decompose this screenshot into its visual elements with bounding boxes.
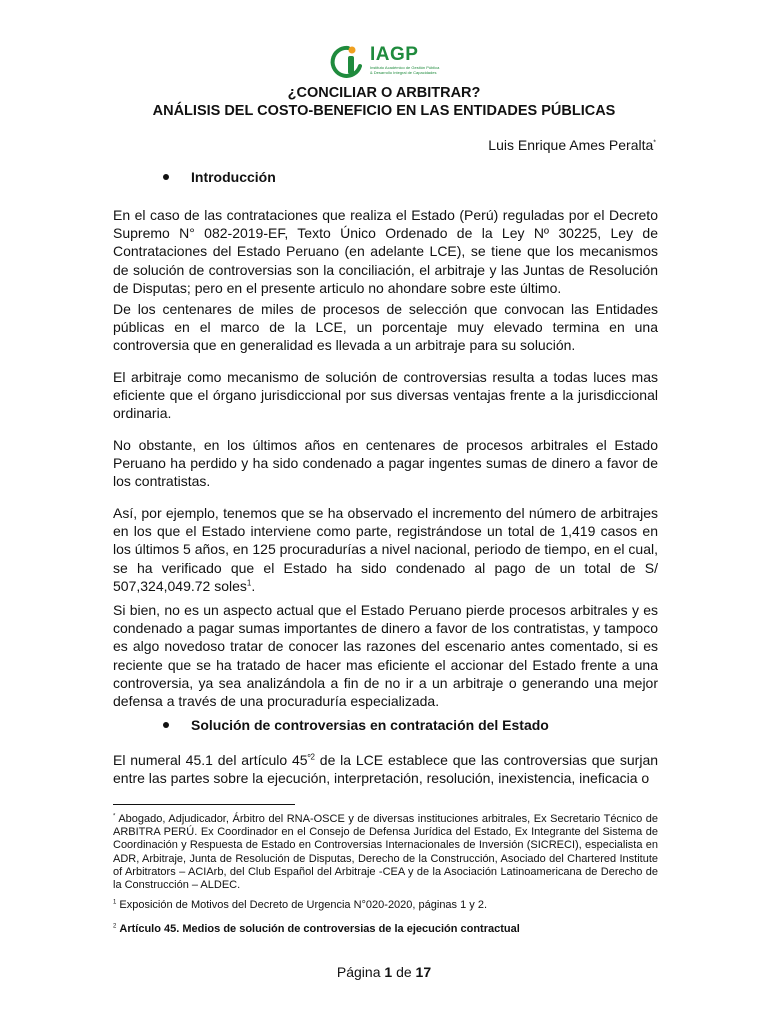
footnote-author: * Abogado, Adjudicador, Árbitro del RNA-OSCE y de diversas instituciones arbitrales, Ex Secretario Técnico de ARBITRA PERÚ. Ex Coordinador en el Consejo de Defensa Jurídica del Estado, Ex Integrante del Sistema de Coordinación y Respuesta de Estado en Controversias Internacionales de Inversión (SICRECI), especialista en ADR, Arbitraje, Junta de Resolución de Disputas, Derecho de la Construcción, Asociado del Chartered Institute of Arbitrators – ACIArb, del Club Español del Arbitraje -CEA y de la Asociación Latinoamericana de Derecho de la Construcción – ALDEC.: [113, 813, 658, 892]
author-name: Luis Enrique Ames Peralta*: [488, 137, 656, 153]
paragraph: Así, por ejemplo, tenemos que se ha observado el incremento del número de arbitrajes en los que el Estado interviene como parte, registrándose un total de 1,419 casos en los últimos 5 años, en 125 procuradurías a nivel nacional, periodo de tiempo, en el cual, se ha verificado que el Estado ha sido condenado al pago de un total de S/ 507,324,049.72 soles$^1$.: [113, 505, 658, 594]
author-footnote-mark: *: [653, 139, 656, 147]
iagp-logo-icon: [326, 40, 366, 80]
document-subtitle: ANÁLISIS DEL COSTO-BENEFICIO EN LAS ENTIDADES PÚBLICAS: [152, 103, 616, 119]
footnote-1: $^1$ Exposición de Motivos del Decreto de Urgencia N°020-2020, páginas 1 y 2.: [113, 899, 488, 911]
document-title: ¿CONCILIAR O ARBITRAR?: [287, 85, 481, 101]
bullet-icon: [163, 174, 169, 180]
footnote-ref: 1: [246, 578, 252, 588]
logo-tagline: Instituto Académico de Gestión Pública & Desarrollo Integral de Capacidades: [370, 65, 440, 75]
page-number: Página 1 de 17: [336, 964, 432, 980]
footnote-2: $^2$ Artículo 45. Medios de solución de controversias de la ejecución contractual: [113, 923, 520, 935]
paragraph: El numeral 45.1 del artículo $45^{º2}$ de la LCE establece que las controversias que surjan entre las partes sobre la ejecución, interpretación, resolución, inexistencia, ineficacia o: [113, 752, 659, 787]
paragraph: No obstante, en los últimos años en centenares de procesos arbitrales el Estado Peruano ha perdido y ha sido condenado a pagar ingentes sumas de dinero a favor de los contratistas.: [113, 437, 658, 490]
logo-name: IAGP: [370, 44, 419, 65]
footnote-divider: [113, 804, 295, 805]
footnote-ref: º2: [307, 752, 315, 762]
paragraph: Si bien, no es un aspecto actual que el Estado Peruano pierde procesos arbitrales y es condenado a pagar sumas importantes de dinero a favor de los contratistas, y tampoco es algo novedoso tratar de conocer las razones del escenario antes comentado, si es reciente que se ha tratado de hacer mas eficiente el accionar del Estado frente a una controversia, ya sea analizándola a fin de no ir a un arbitraje o generando una mejor defensa a través de una procuraduría especializada.: [113, 602, 658, 710]
bullet-icon: [163, 722, 169, 728]
total-pages: 17: [415, 964, 432, 980]
paragraph: En el caso de las contrataciones que realiza el Estado (Perú) reguladas por el Decreto Supremo N° 082-2019-EF, Texto Único Ordenado de la Ley Nº 30225, Ley de Contrataciones del Estado Peruano (en adelante LCE), se tiene que los mecanismos de solución de controversias son la conciliación, el arbitraje y las Juntas de Resolución de Disputas; pero en el presente articulo no ahondare sobre este último.: [113, 207, 658, 296]
paragraph: El arbitraje como mecanismo de solución de controversias resulta a todas luces mas eficiente que el órgano jurisdiccional por sus diversas ventajas frente a la jurisdiccional ordinaria.: [113, 369, 658, 422]
paragraph: De los centenares de miles de procesos de selección que convocan las Entidades públicas en el marco de la LCE, un porcentaje muy elevado termina en una controversia que en generalidad es llevada a un arbitraje para su solución.: [113, 301, 658, 354]
iagp-logo: [326, 40, 446, 80]
section-heading-introduccion: Introducción: [113, 169, 276, 185]
current-page: 1: [384, 964, 393, 980]
section-heading-solucion: Solución de controversias en contratación del Estado: [113, 717, 549, 733]
